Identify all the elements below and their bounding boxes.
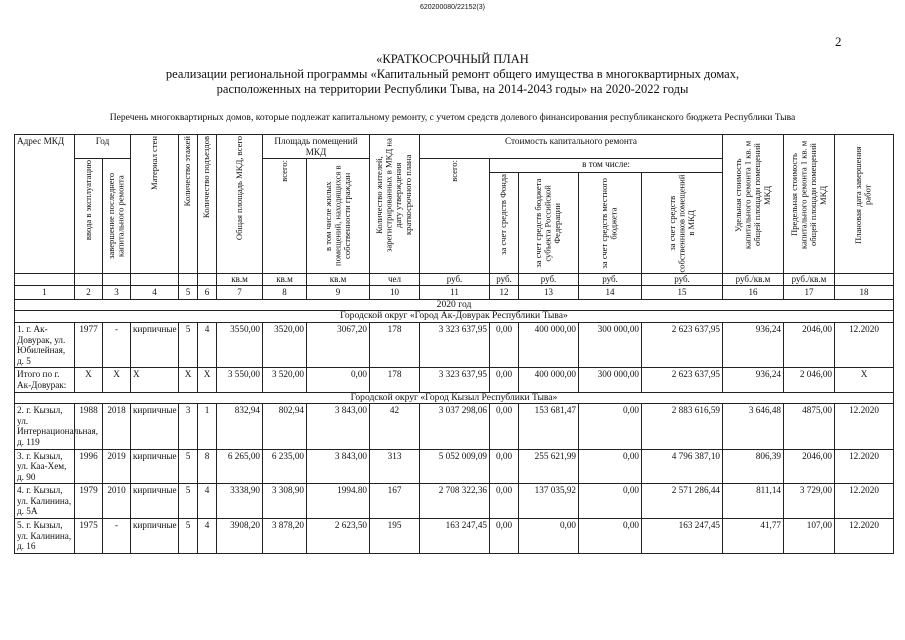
- column-number: 10: [370, 285, 420, 299]
- column-number: 12: [490, 285, 519, 299]
- unit-residents: чел: [370, 274, 420, 286]
- repair-plan-table: [14, 134, 894, 554]
- cell-col-8: 6 235,00: [263, 449, 307, 484]
- cell-col-7: 3338,90: [217, 484, 263, 519]
- cell-col-18: 12.2020: [835, 322, 894, 367]
- cell-col-14: 0,00: [579, 404, 642, 449]
- cell-col-13: 400 000,00: [519, 368, 579, 392]
- cell-col-2: Х: [75, 368, 103, 392]
- cell-col-5: 5: [179, 519, 198, 554]
- column-number: 4: [131, 285, 179, 299]
- cell-col-5: 3: [179, 404, 198, 449]
- cell-col-6: 4: [198, 519, 217, 554]
- cell-col-1: 5. г. Кызыл, ул. Калинина, д. 16: [15, 519, 75, 554]
- cell-col-11: 3 323 637,95: [420, 368, 490, 392]
- cell-col-1: Итого по г. Ак-Довурак:: [15, 368, 75, 392]
- table-row: [15, 484, 894, 519]
- cell-col-8: 3 878,20: [263, 519, 307, 554]
- cell-col-3: 2019: [103, 449, 131, 484]
- column-number: 5: [179, 285, 198, 299]
- table-row: [15, 519, 894, 554]
- cell-col-16: 811,14: [723, 484, 784, 519]
- cell-col-5: Х: [179, 368, 198, 392]
- cell-col-7: 6 265,00: [217, 449, 263, 484]
- cell-col-17: 4875,00: [784, 404, 835, 449]
- header-including: в том числе:: [490, 159, 723, 172]
- section-ak-dovurak: [15, 311, 894, 323]
- cell-col-18: 12.2020: [835, 449, 894, 484]
- cell-col-5: 5: [179, 449, 198, 484]
- column-number: 1: [15, 285, 75, 299]
- cell-col-8: 3 308,90: [263, 484, 307, 519]
- cell-col-10: 42: [370, 404, 420, 449]
- cell-col-6: 1: [198, 404, 217, 449]
- cell-col-16: 936,24: [723, 322, 784, 367]
- column-number: 11: [420, 285, 490, 299]
- cell-col-16: 806,39: [723, 449, 784, 484]
- section-kyzyl: [15, 392, 894, 404]
- cell-col-6: 8: [198, 449, 217, 484]
- header-subject-budget: за счет средств бюджета субъекта Российской Федерации: [519, 172, 579, 274]
- column-number: 3: [103, 285, 131, 299]
- header-premises-residential: в том числе жилых помещений, находящихся в собственности граждан: [307, 159, 370, 274]
- cell-col-11: 163 247,45: [420, 519, 490, 554]
- header-floors: Количество этажей: [179, 135, 198, 274]
- document-title: [40, 52, 865, 97]
- cell-col-16: 41,77: [723, 519, 784, 554]
- cell-col-17: 2046,00: [784, 322, 835, 367]
- cell-col-13: 0,00: [519, 519, 579, 554]
- cell-col-1: 3. г. Кызыл, ул. Каа-Хем, д. 90: [15, 449, 75, 484]
- cell-col-5: 5: [179, 322, 198, 367]
- unit-owners: руб.: [642, 274, 723, 286]
- column-number: 7: [217, 285, 263, 299]
- document-number: 620200080/22152(3): [419, 4, 485, 11]
- header-cost-total: всего:: [420, 159, 490, 274]
- cell-col-9: 3067,20: [307, 322, 370, 367]
- cell-col-6: 4: [198, 322, 217, 367]
- unit-local-budget: руб.: [579, 274, 642, 286]
- column-number: 16: [723, 285, 784, 299]
- cell-col-1: 2. г. Кызыл, ул. Интернациональная, д. 119: [15, 404, 75, 449]
- cell-col-18: Х: [835, 368, 894, 392]
- column-number: 17: [784, 285, 835, 299]
- header-max-cost: Предельная стоимость капитального ремонта 1 кв. м общей площади помещений МКД: [784, 135, 835, 274]
- column-number: 18: [835, 285, 894, 299]
- table-row: [15, 404, 894, 449]
- header-local-budget: за счет средств местного бюджета: [579, 172, 642, 274]
- cell-col-15: 2 623 637,95: [642, 368, 723, 392]
- header-premises-area: Площадь помещений МКД: [263, 135, 370, 159]
- cell-col-9: 2 623,50: [307, 519, 370, 554]
- unit-total-area: кв.м: [217, 274, 263, 286]
- cell-col-12: 0,00: [490, 519, 519, 554]
- cell-col-10: 178: [370, 368, 420, 392]
- column-number: 8: [263, 285, 307, 299]
- title-line-3: расположенных на территории Республики Тыва, на 2014-2043 годы» на 2020-2022 годы: [216, 82, 689, 96]
- cell-col-10: 313: [370, 449, 420, 484]
- unit-premises-total: кв.м: [263, 274, 307, 286]
- cell-col-4: кирпичные: [131, 322, 179, 367]
- cell-col-5: 5: [179, 484, 198, 519]
- cell-col-4: кирпичные: [131, 404, 179, 449]
- unit-fund: руб.: [490, 274, 519, 286]
- header-total-area: Общая площадь МКД, всего: [217, 135, 263, 274]
- cell-col-14: 0,00: [579, 449, 642, 484]
- cell-col-6: Х: [198, 368, 217, 392]
- cell-col-2: 1977: [75, 322, 103, 367]
- header-premises-total: всего:: [263, 159, 307, 274]
- cell-col-15: 2 571 286,44: [642, 484, 723, 519]
- section-kyzyl-text: Городской округ «Город Кызыл Республики Тыва»: [15, 392, 894, 404]
- header-planned-date: Плановая дата завершения работ: [835, 135, 894, 274]
- cell-col-13: 137 035,92: [519, 484, 579, 519]
- cell-col-9: 3 843,00: [307, 449, 370, 484]
- cell-col-4: кирпичные: [131, 519, 179, 554]
- cell-col-18: 12.2020: [835, 404, 894, 449]
- cell-col-12: 0,00: [490, 368, 519, 392]
- cell-col-18: 12.2020: [835, 484, 894, 519]
- cell-col-10: 178: [370, 322, 420, 367]
- cell-col-12: 0,00: [490, 404, 519, 449]
- header-residents: Количество жителей, зарегистрированных в МКД на дату утверждения краткосрочного плана: [370, 135, 420, 274]
- table-caption: Перечень многоквартирных домов, которые подлежат капитальному ремонту, с учетом средств долевого финансирования республиканского бюджета Республики Тыва: [109, 112, 796, 123]
- cell-col-8: 802,94: [263, 404, 307, 449]
- cell-col-7: 3 550,00: [217, 368, 263, 392]
- table-row: [15, 322, 894, 367]
- cell-col-3: 2018: [103, 404, 131, 449]
- column-numbers-row: [15, 285, 894, 299]
- cell-col-4: кирпичные: [131, 484, 179, 519]
- column-number: 6: [198, 285, 217, 299]
- cell-col-9: 0,00: [307, 368, 370, 392]
- cell-col-18: 12.2020: [835, 519, 894, 554]
- unit-premises-residential: кв.м: [307, 274, 370, 286]
- cell-col-9: 1994.80: [307, 484, 370, 519]
- cell-col-17: 2 046,00: [784, 368, 835, 392]
- unit-subject-budget: руб.: [519, 274, 579, 286]
- unit-max-cost: руб./кв.м: [784, 274, 835, 286]
- cell-col-13: 255 621,99: [519, 449, 579, 484]
- cell-col-13: 400 000,00: [519, 322, 579, 367]
- cell-col-1: 4. г. Кызыл, ул. Калинина, д. 5А: [15, 484, 75, 519]
- cell-col-4: кирпичные: [131, 449, 179, 484]
- cell-col-15: 2 623 637,95: [642, 322, 723, 367]
- column-number: 15: [642, 285, 723, 299]
- cell-col-17: 2046,00: [784, 449, 835, 484]
- cell-col-3: 2010: [103, 484, 131, 519]
- title-line-1: «КРАТКОСРОЧНЫЙ ПЛАН: [376, 52, 529, 66]
- column-number: 2: [75, 285, 103, 299]
- table-body: [15, 285, 894, 553]
- cell-col-17: 3 729,00: [784, 484, 835, 519]
- cell-col-9: 3 843,00: [307, 404, 370, 449]
- cell-col-12: 0,00: [490, 322, 519, 367]
- table-row: [15, 449, 894, 484]
- cell-col-11: 5 052 009,09: [420, 449, 490, 484]
- cell-col-11: 3 037 298,06: [420, 404, 490, 449]
- cell-col-8: 3 520,00: [263, 368, 307, 392]
- cell-col-2: 1996: [75, 449, 103, 484]
- cell-col-12: 0,00: [490, 484, 519, 519]
- cell-col-10: 167: [370, 484, 420, 519]
- cell-col-7: 3550,00: [217, 322, 263, 367]
- cell-col-11: 2 708 322,36: [420, 484, 490, 519]
- header-fund: за счет средств Фонда: [490, 172, 519, 274]
- header-cost: Стоимость капитального ремонта: [420, 135, 723, 159]
- header-entrances: Количество подъездов: [198, 135, 217, 274]
- cell-col-14: 300 000,00: [579, 322, 642, 367]
- column-number: 9: [307, 285, 370, 299]
- cell-col-14: 0,00: [579, 484, 642, 519]
- title-line-2: реализации региональной программы «Капитальный ремонт общего имущества в многоквартирных домах,: [165, 67, 740, 81]
- header-year: Год: [75, 135, 131, 159]
- cell-col-15: 163 247,45: [642, 519, 723, 554]
- cell-col-11: 3 323 637,95: [420, 322, 490, 367]
- unit-unit-cost: руб./кв.м: [723, 274, 784, 286]
- cell-col-17: 107,00: [784, 519, 835, 554]
- header-wall-material: Материал стен: [131, 135, 179, 274]
- cell-col-14: 0,00: [579, 519, 642, 554]
- cell-col-2: 1988: [75, 404, 103, 449]
- header-address: Адрес МКД: [15, 135, 75, 274]
- unit-cost-total: руб.: [420, 274, 490, 286]
- units-row: [15, 274, 894, 286]
- cell-col-1: 1. г. Ак-Довурак, ул. Юбилейная, д. 5: [15, 322, 75, 367]
- cell-col-2: 1975: [75, 519, 103, 554]
- cell-col-3: -: [103, 322, 131, 367]
- cell-col-16: 936,24: [723, 368, 784, 392]
- year-row-text: 2020 год: [15, 299, 894, 311]
- cell-col-3: -: [103, 519, 131, 554]
- cell-col-8: 3520,00: [263, 322, 307, 367]
- cell-col-2: 1979: [75, 484, 103, 519]
- column-number: 14: [579, 285, 642, 299]
- cell-col-7: 3908,20: [217, 519, 263, 554]
- year-row: [15, 299, 894, 311]
- total-row: [15, 368, 894, 392]
- cell-col-14: 300 000,00: [579, 368, 642, 392]
- cell-col-4: Х: [131, 368, 179, 392]
- cell-col-12: 0,00: [490, 449, 519, 484]
- header-year-commission: ввода в эксплуатацию: [75, 159, 103, 274]
- header-owners: за счет средств собственников помещений в МКД: [642, 172, 723, 274]
- header-row-1: [15, 135, 894, 159]
- page-number: 2: [835, 34, 842, 49]
- cell-col-15: 4 796 387,10: [642, 449, 723, 484]
- cell-col-10: 195: [370, 519, 420, 554]
- section-ak-dovurak-text: Городской округ «Город Ак-Довурак Республики Тыва»: [15, 311, 894, 323]
- header-year-last-repair: завершение последнего капитального ремонта: [103, 159, 131, 274]
- cell-col-15: 2 883 616,59: [642, 404, 723, 449]
- cell-col-6: 4: [198, 484, 217, 519]
- cell-col-16: 3 646,48: [723, 404, 784, 449]
- column-number: 13: [519, 285, 579, 299]
- cell-col-3: Х: [103, 368, 131, 392]
- cell-col-13: 153 681,47: [519, 404, 579, 449]
- header-unit-cost: Удельная стоимость капитального ремонта 1 кв. м общей площади помещений МКД: [723, 135, 784, 274]
- cell-col-7: 832,94: [217, 404, 263, 449]
